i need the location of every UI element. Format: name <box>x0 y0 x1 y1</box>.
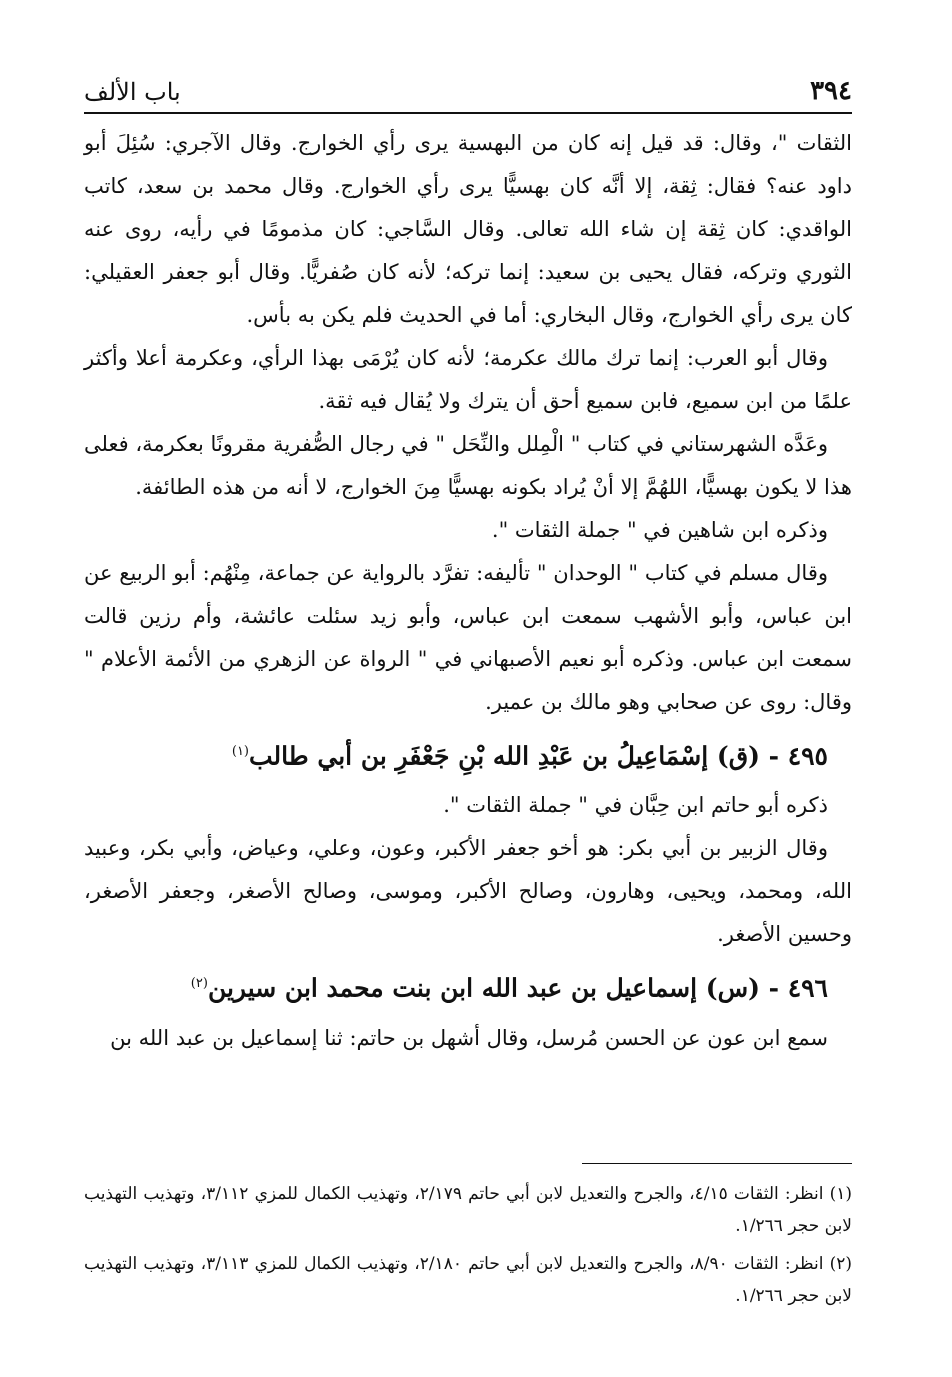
entry-title: ٤٩٥ - (ق) إسْمَاعِيلُ بن عَبْدِ الله بْنِ جَعْفَرِ بن أبي طالب <box>249 741 828 771</box>
footnote-ref: (٢) <box>190 976 208 992</box>
footnote-1: (١) انظر: الثقات ٤/١٥، والجرح والتعديل لابن أبي حاتم ٢/١٧٩، وتهذيب الكمال للمزي ٣/١١٢، وتهذيب التهذيب لابن حجر ١/٢٦٦. <box>84 1184 852 1236</box>
paragraph: الثقات "، وقال: قد قيل إنه كان من البهسية يرى رأي الخوارج. وقال الآجري: سُئِلَ أبو داود عنه؟ فقال: ثِقة، إلا أنَّه كان بهسيًّا يرى رأي الخوارج. وقال محمد بن سعد، كاتب الواقدي: كان ثِقة إن شاء الله تعالى. وقال السَّاجي: كان مذمومًا في رأيه، روى عنه الثوري وتركه، فقال يحيى بن سعيد: إنما تركه؛ لأنه كان صُفريًّا. وقال أبو جعفر العقيلي: كان يرى رأي الخوارج، وقال البخاري: أما في الحديث فلم يكن به بأس. <box>84 131 852 327</box>
footnote-2: (٢) انظر: الثقات ٨/٩٠، والجرح والتعديل لابن أبي حاتم ٢/١٨٠، وتهذيب الكمال للمزي ٣/١١٣، وتهذيب التهذيب لابن حجر ١/٢٦٦. <box>84 1254 852 1306</box>
paragraph: وقال مسلم في كتاب " الوحدان " تأليفه: تفرَّد بالرواية عن جماعة، مِنْهُم: أبو الربيع عن ابن عباس، وأبو الأشهب سمعت ابن عباس، وأبو زيد سئلت عائشة، وأم رزين قالت سمعت ابن عباس. وذكره أبو نعيم الأصبهاني في " الرواة عن الزهري من الأئمة الأعلام " وقال: روى عن صحابي وهو مالك بن عمير. <box>84 561 852 714</box>
footnotes <box>84 1178 852 1318</box>
main-text <box>84 122 852 1060</box>
paragraph: وقال أبو العرب: إنما ترك مالك عكرمة؛ لأنه كان يُرْمَى بهذا الرأي، وعكرمة أعلا وأكثر علمًا من ابن سميع، فابن سميع أحق أن يترك ولا يُقال فيه ثقة. <box>84 346 852 413</box>
paragraph: ذكره أبو حاتم ابن حِبَّان في " جملة الثقات ". <box>443 793 828 818</box>
chapter-title: باب الألف <box>84 78 181 106</box>
entry-heading-495 <box>84 728 852 780</box>
paragraph: سمع ابن عون عن الحسن مُرسل، وقال أشهل بن حاتم: ثنا إسماعيل بن عبد الله بن <box>110 1025 828 1050</box>
footnote-ref: (١) <box>231 744 249 759</box>
paragraph: وذكره ابن شاهين في " جملة الثقات ". <box>491 518 828 542</box>
paragraph: وعَدَّه الشهرستاني في كتاب " الْمِلل والنِّحَل " في رجال الصُّفرية مقرونًا بعكرمة، فعلى هذا لا يكون بهسيًّا، اللهُمَّ إلا أنْ يُراد بكونه بهسيًّا مِنَ الخوارج، لا أنه من هذه الطائفة. <box>84 432 852 499</box>
page-number: ٣٩٤ <box>810 76 852 106</box>
paragraph: وقال الزبير بن أبي بكر: هو أخو جعفر الأكبر، وعون، وعلي، وعياض، وأبي بكر، وعبيد الله، ومحمد، ويحيى، وهارون، وصالح الأكبر، وموسى، وصالح الأصغر، وجعفر الأصغر، وحسين الأصغر. <box>84 836 852 947</box>
footnote-divider <box>582 1163 852 1164</box>
page-header <box>84 58 852 106</box>
header-divider <box>84 112 852 114</box>
entry-title: ٤٩٦ - (س) إسماعيل بن عبد الله ابن بنت محمد ابن سيرين <box>207 973 828 1003</box>
entry-heading-496 <box>84 960 852 1012</box>
